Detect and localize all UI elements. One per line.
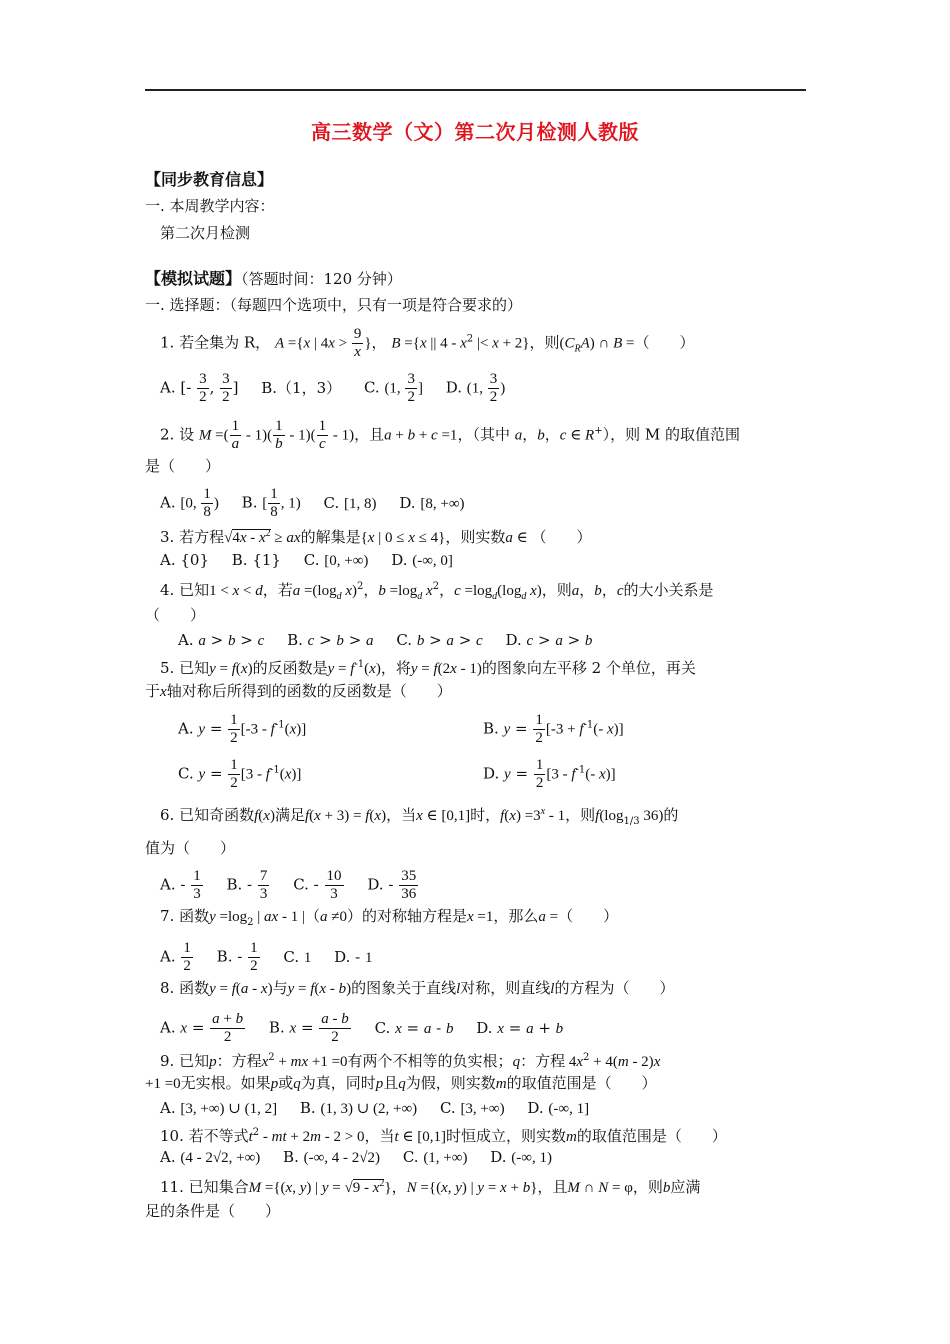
- test-heading-line: [145, 269, 402, 289]
- question-2-cont: 是（ ）: [145, 457, 221, 475]
- question-10: 10. 若不等式$t^2$ - mt + 2m - 2 > 0，当t ∈ [0,1]时恒成立，则实数m的取值范围是（ ）: [160, 1127, 727, 1145]
- question-2: 2. 设 M =( $\frac{1}{a}$ - 1)( $\frac{1}{b}$ - 1)( $\frac{1}{c}$ - 1)，且a + b + c =1，（其中 a，b，c ∈ R+），则 M 的取值范围: [160, 418, 741, 452]
- question-10-options: A. (4 - 2√2, +∞) B. (-∞, 4 - 2√2) C. (1, +∞) D. (-∞, 1): [160, 1148, 552, 1166]
- page-title: 高三数学（文）第二次月检测人教版: [311, 120, 639, 144]
- time-note: （答题时间：120 分钟）: [241, 270, 402, 288]
- info-heading: 【同步教育信息】: [145, 170, 274, 189]
- question-6-options: A. - $\frac{1}{3}$ B. - $\frac{7}{3}$ C. - $\frac{10}{3}$ D. - $\frac{35}{36}$: [160, 868, 417, 902]
- question-5-cont: 于x轴对称后所得到的函数的反函数是（ ）: [145, 682, 452, 700]
- question-7: 7. 函数$y =\log_2$ | ax - 1 |（a ≠0）的对称轴方程是x =1，那么a =（ ）: [160, 907, 619, 928]
- question-5-option-d: D. y = $\frac{1}{2}$ [$3 - f^{-1}(-$ x)]: [483, 757, 616, 791]
- question-4-cont: （ ）: [145, 606, 206, 624]
- question-2-options: A. [0, $\frac{1}{8}$ ) B. [ $\frac{1}{8}$ , 1) C. [1, 8) D. [8, +∞): [160, 486, 465, 520]
- question-4-options: A. a > b > c B. c > b > a C. b > a > c D. c > a > b: [178, 631, 593, 649]
- question-3: 3. 若方程$√4x - x^2$ ≥ ax的解集是{x | 0 ≤ x ≤ 4}，则实数a ∈ （ ）: [160, 528, 592, 546]
- question-11-cont: 足的条件是（ ）: [145, 1202, 281, 1220]
- teaching-content: 第二次月检测: [160, 224, 251, 242]
- question-11: 11. 已知集合M ={(x, y) | $y = √9 - x^2$}，N ={(x, y) | y = x + b}，且M ∩ N = φ，则b应满: [160, 1178, 701, 1196]
- question-1-options: A. [- $\frac{3}{2}$ , $\frac{3}{2}$ ] B.（1，3） C. (1, $\frac{3}{2}$ ] D. (1, $\frac{3}{2}$ ): [160, 371, 506, 405]
- test-heading: 【模拟试题】: [145, 269, 242, 288]
- question-3-options: A. {0} B. {1} C. [0, +∞) D. (-∞, 0]: [160, 551, 453, 569]
- question-5-option-b: B. y = $\frac{1}{2}$ [$-3 + f^{-1}(-$ x)]: [483, 712, 624, 746]
- section-choice: 一. 选择题：（每题四个选项中，只有一项是符合要求的）: [145, 296, 523, 314]
- question-8: 8. 函数y = f(a - x)与y = f(x - b)的图象关于直线l对称，则直线l的方程为（ ）: [160, 979, 675, 997]
- question-4: 4. 已知1 < x < d，若$a =(\log_d$ x)$^2$，$b =\log_d$ $x^2$，$c =\log_d(\log_d$ x)，则a，b，c的大小关系是: [160, 581, 714, 602]
- question-8-options: A. x = $\frac{a + b}{2}$ B. x = $\frac{a - b}{2}$ C. x = a - b D. x = a + b: [160, 1011, 564, 1045]
- section-teaching-content: 一. 本周教学内容：: [145, 197, 275, 215]
- header-rule: [145, 89, 806, 91]
- question-5-option-a: A. y = $\frac{1}{2}$ $[-3 - f^{-1}(x)]$: [178, 712, 307, 746]
- question-9-cont: +1 =0无实根。如果p或q为真，同时p且q为假，则实数m的取值范围是（ ）: [145, 1074, 657, 1092]
- question-7-options: A. $\frac{1}{2}$ B. - $\frac{1}{2}$ C. 1 D. - 1: [160, 940, 373, 974]
- question-5-option-c: C. y = $\frac{1}{2}$ $[3 - f^{-1}(x)]$: [178, 757, 302, 791]
- question-9-options: A. [3, +∞) ∪ (1, 2] B. (1, 3) ∪ (2, +∞) C. [3, +∞) D. (-∞, 1]: [160, 1099, 590, 1117]
- question-1: 1. 若全集为 R， A ={x | 4x > $\frac{9}{x}$ }， B ={x || $4 - x^2$ |< x + 2}，则$(C_RA)$ ∩ B =（ ）: [160, 326, 695, 360]
- question-5: 5. 已知y = f(x)的反函数是$y = f^{-1}(x)$，将y = f(2x - 1)的图象向左平移 2 个单位，再关: [160, 659, 696, 677]
- question-6: 6. 已知奇函数f(x)满足f(x + 3) = f(x)，当x ∈ [0,1]时，$f(x) =3^x - 1$，则$f(\log_{1/3}$ 36)的: [160, 806, 679, 827]
- question-6-cont: 值为（ ）: [145, 839, 236, 857]
- question-9: 9. 已知p：方程$x^2$ + mx +1 =0有两个不相等的负实根；q：方程 $4x^2 + 4(m - 2)x$: [160, 1052, 661, 1070]
